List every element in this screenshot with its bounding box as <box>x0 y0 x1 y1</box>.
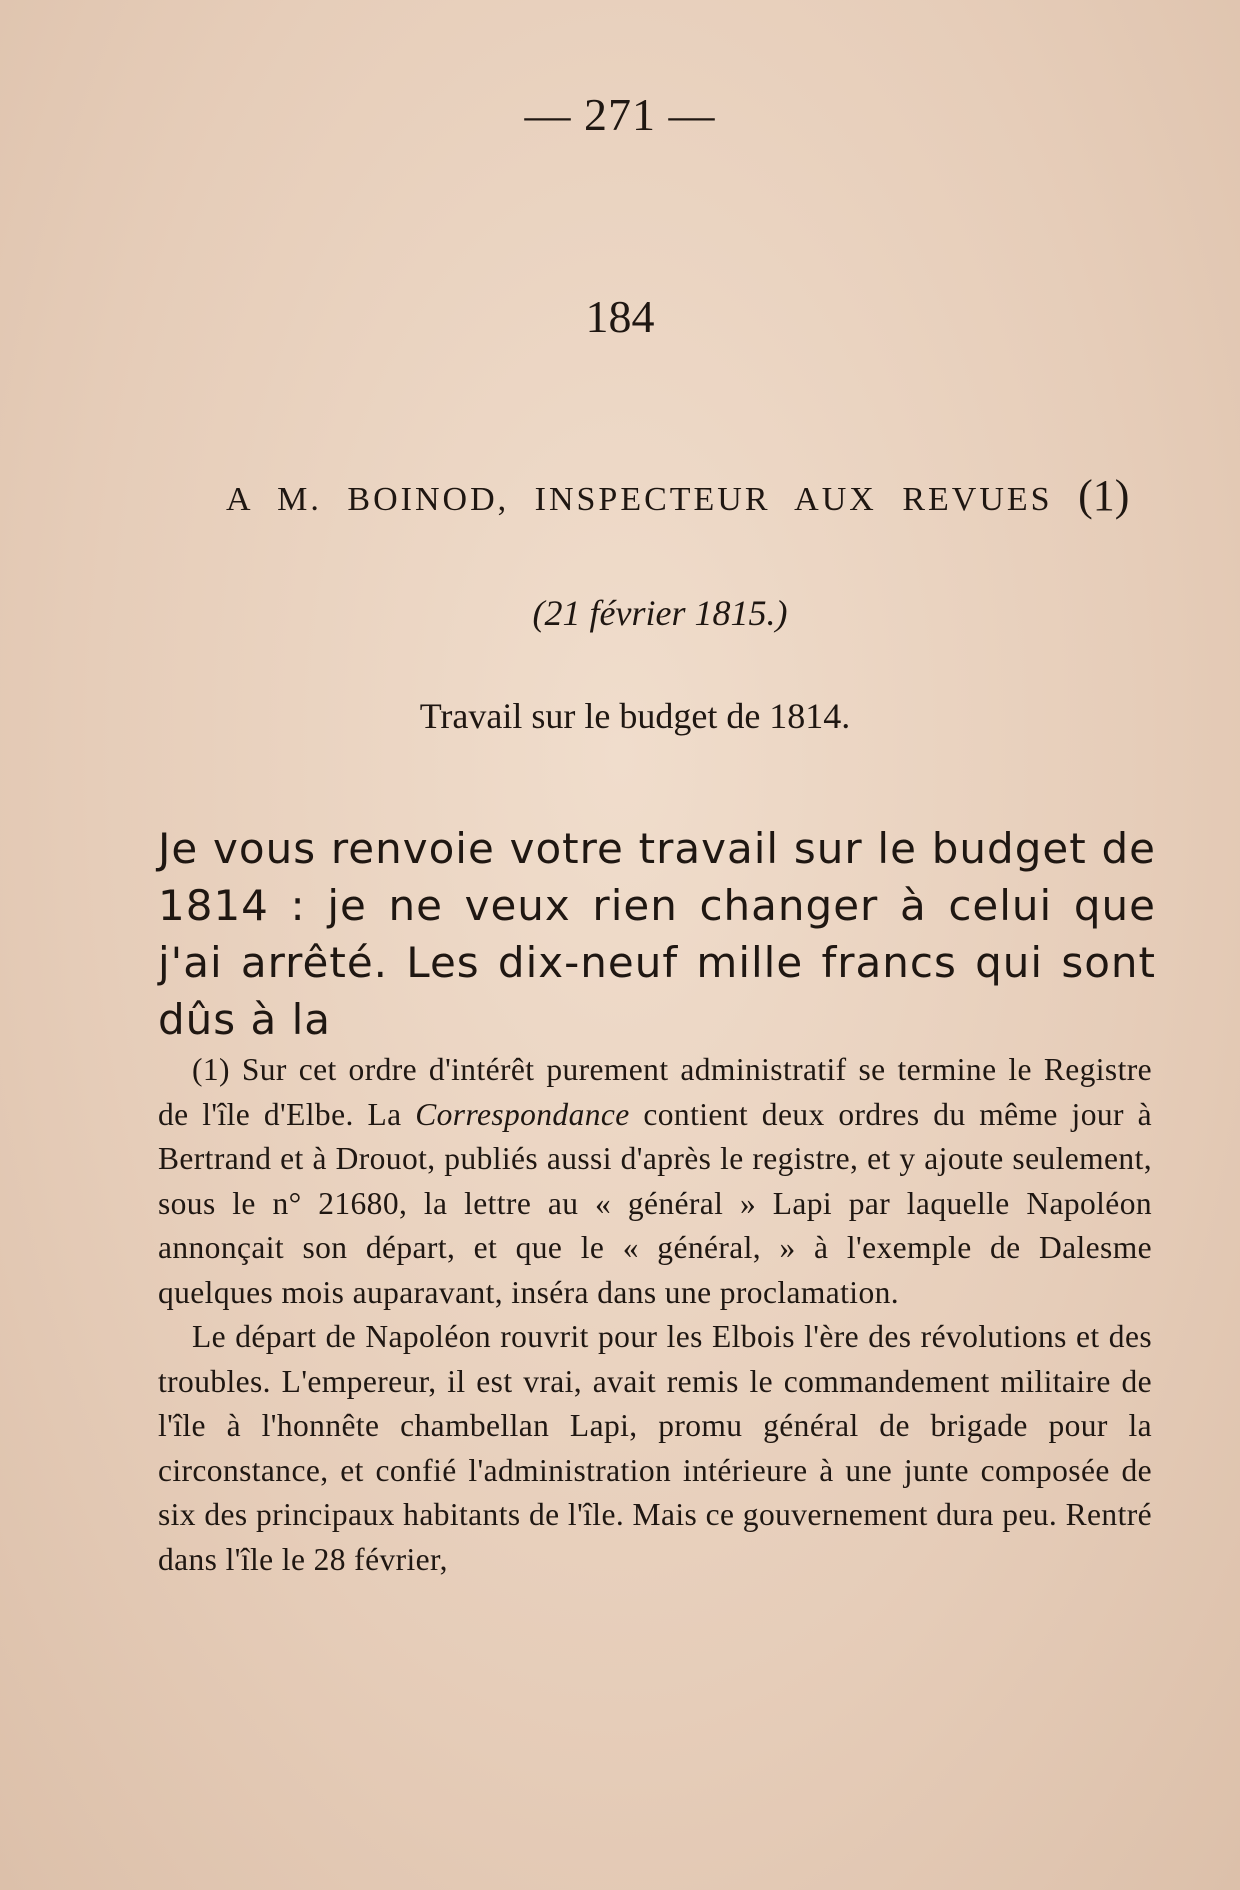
footnote-p1-italic: Correspondance <box>415 1096 630 1132</box>
heading-text: A M. BOINOD, INSPECTEUR AUX REVUES <box>226 481 1053 518</box>
footnote <box>158 1048 1152 1582</box>
letter-date: (21 février 1815.) <box>532 593 788 633</box>
letter-number: 184 <box>585 291 655 342</box>
footnote-paragraph-2: Le départ de Napoléon rouvrit pour les Elbois l'ère des révolutions et des troubles. L'empereur, il est vrai, avait remis le commandement militaire de l'île à l'honnête chambellan Lapi, promu général de brigade pour la circonstance, et confié l'administration intérieure à une junte composée de six des principaux habitants de l'île. Mais ce gouvernement dura peu. Rentré dans l'île le 28 février, <box>158 1319 1152 1577</box>
footnote-reference: (1) <box>1078 471 1130 520</box>
letter-body: Je vous renvoie votre travail sur le budget de 1814 : je ne veux rien changer à celui que j'ai arrêté. Les dix-neuf mille francs qui sont dûs à la <box>158 824 1156 1044</box>
letter-heading <box>226 470 1130 521</box>
footnote-paragraph-1 <box>158 1048 1152 1315</box>
footnote-p1-end: contient deux ordres du même jour à Bertrand et à Drouot, publiés aussi d'après le registre, et y ajoute seulement, sous le n° 21680, la lettre au « général » Lapi par laquelle Napoléon annonçait son départ, et que le « général, » à l'exemple de Dalesme quelques mois auparavant, inséra dans une proclamation. <box>158 1096 1152 1310</box>
page-number: — 271 — <box>524 89 716 140</box>
letter-subject: Travail sur le budget de 1814. <box>419 696 851 736</box>
footnote-p1-start: (1) Sur cet ordre d'intérêt purement administratif se termine le Registre de l'île d'Elbe. La <box>158 1052 1152 1132</box>
